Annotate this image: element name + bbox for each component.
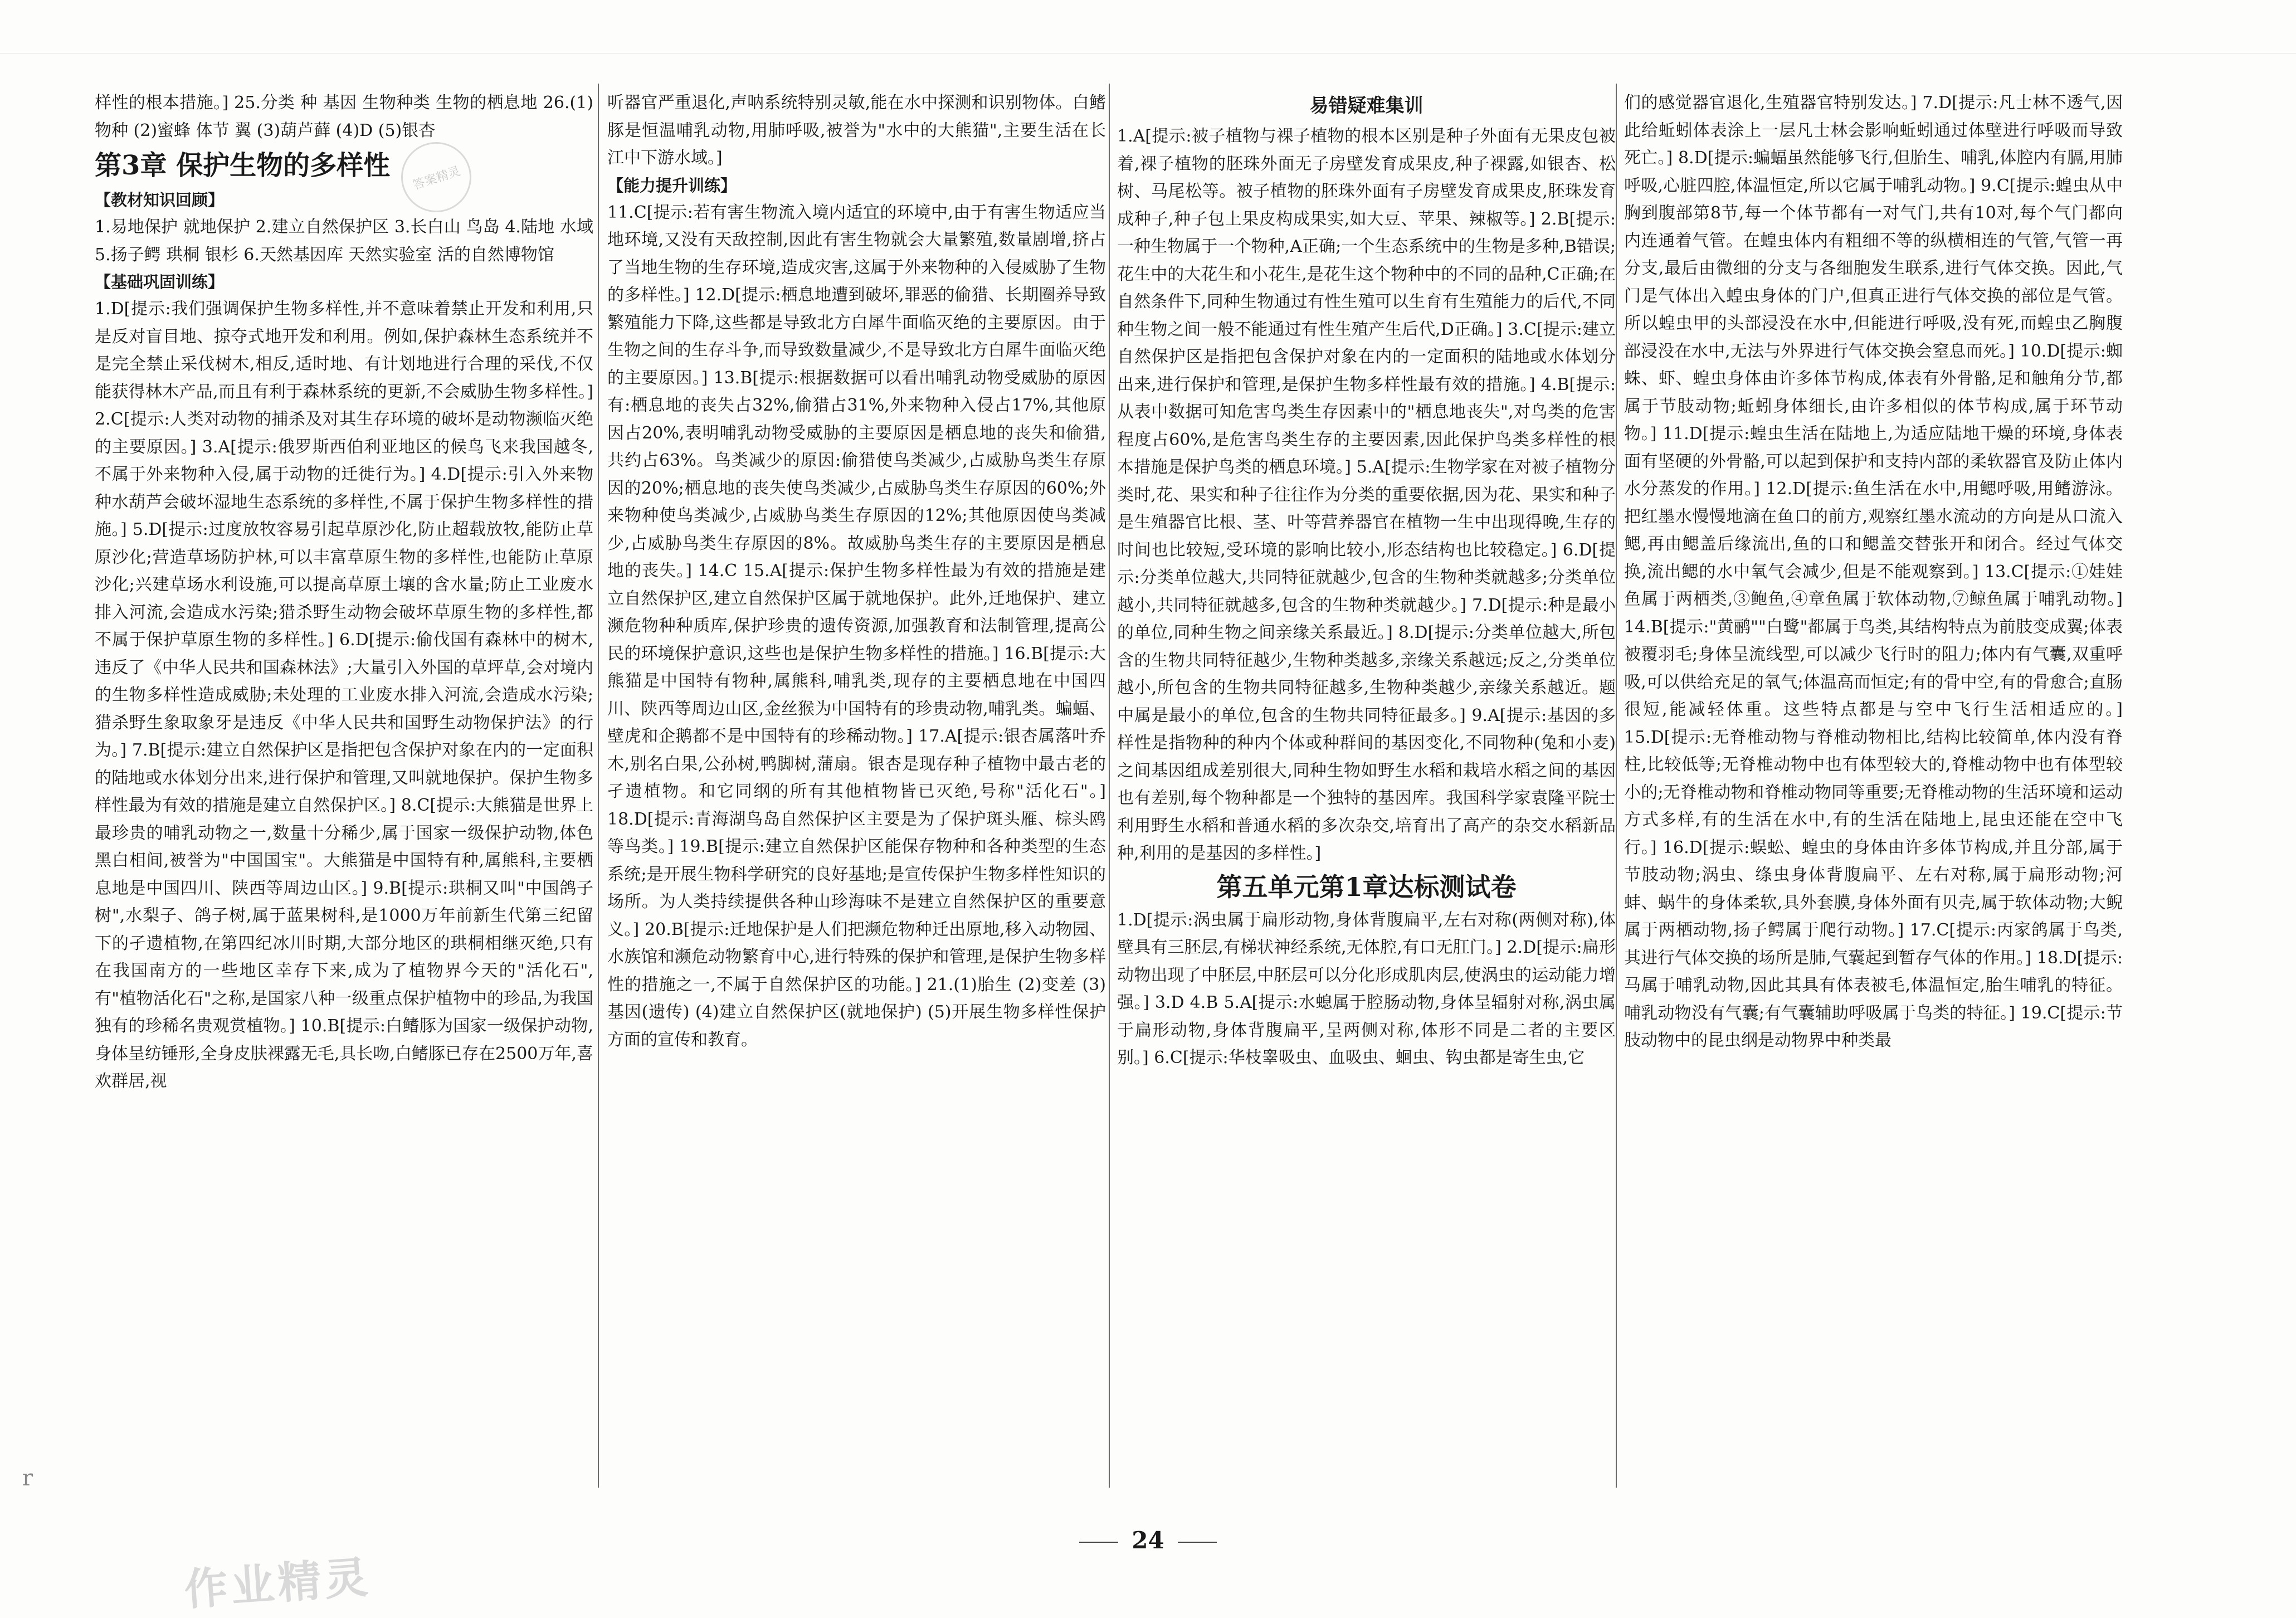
column-1-text-1: 样性的根本措施。] 25.分类 种 基因 生物种类 生物的栖息地 26.(1)物种 (2)蜜蜂 体节 翼 (3)葫芦藓 (4)D (5)银杏: [95, 93, 593, 140]
column-4: [1624, 89, 2123, 1055]
column-divider: [598, 84, 599, 1488]
column-2-text-1: 听器官严重退化,声呐系统特别灵敏,能在水中探测和识别物体。白鳍豚是恒温哺乳动物,用肺呼吸,被誉为"水中的大熊猫",主要生活在长江中下游水域。]: [607, 93, 1106, 168]
footer-dash-left: [1079, 1542, 1118, 1543]
edge-mark: r: [22, 1465, 33, 1491]
chapter-title: 第3章 保护生物的多样性: [95, 150, 391, 181]
column-1-text-3: 1.D[提示:我们强调保护生物多样性,并不意味着禁止开发和利用,只是反对盲目地、掠夺式地开发和利用。例如,保护森林生态系统并不是完全禁止采伐树木,相反,适时地、有计划地进行合理的采伐,不仅能获得林木产品,而且有利于森林系统的更新,不会威胁生物多样性。] 2.C[提示:人类对动物的捕杀及对其生存环境的破坏是动物濒临灭绝的主要原因。] 3.A[提示:俄罗斯西伯利亚地区的候鸟飞来我国越冬,不属于外来物种入侵,属于动物的迁徙行为。] 4.D[提示:引入外来物种水葫芦会破坏湿地生态系统的多样性,不属于保护生物多样性的措施。] 5.D[提示:过度放牧容易引起草原沙化,防止超载放牧,能防止草原沙化;营造草场防护林,可以丰富草原生物的多样性,也能防止草原沙化;兴建草场水利设施,可以提高草原土壤的含水量;防止工业废水排入河流,会造成水污染;猎杀野生动物会破坏草原生物的多样性,都不属于保护草原生物的多样性。] 6.D[提示:偷伐国有森林中的树木,违反了《中华人民共和国森林法》;大量引入外国的草坪草,会对境内的生物多样性造成威胁;未处理的工业废水排入河流,会造成水污染;猎杀野生象取象牙是违反《中华人民共和国野生动物保护法》的行为。] 7.B[提示:建立自然保护区是指把包含保护对象在内的一定面积的陆地或水体划分出来,进行保护和管理,又叫就地保护。保护生物多样性最为有效的措施是建立自然保护区。] 8.C[提示:大熊猫是世界上最珍贵的哺乳动物之一,数量十分稀少,属于国家一级保护动物,体色黑白相间,被誉为"中国国宝"。大熊猫是中国特有种,属熊科,主要栖息地是中国四川、陕西等周边山区。] 9.B[提示:珙桐又叫"中国鸽子树",水梨子、鸽子树,属于蓝果树科,是1000万年前新生代第三纪留下的孑遗植物,在第四纪冰川时期,大部分地区的珙桐相继灭绝,只有在我国南方的一些地区幸存下来,成为了植物界今天的"活化石",有"植物活化石"之称,是国家八种一级重点保护植物中的珍品,为我国独有的珍稀名贵观赏植物。] 10.B[提示:白鳍豚为国家一级保护动物,身体呈纺锤形,全身皮肤裸露无毛,具长吻,白鳍豚已存在2500万年,喜欢群居,视: [95, 299, 593, 1091]
column-3-text-1: 1.A[提示:被子植物与裸子植物的根本区别是种子外面有无果皮包被着,裸子植物的胚珠外面无子房壁发育成果皮,种子裸露,如银杏、松树、马尾松等。被子植物的胚珠外面有子房壁发育成果皮,胚珠发育成种子,种子包上果皮构成果实,如大豆、苹果、辣椒等。] 2.B[提示:一种生物属于一个物种,A正确;一个生态系统中的生物是多种,B错误;花生中的大花生和小花生,是花生这个物种中的不同的品种,C正确;在自然条件下,同种生物通过有性生殖可以生育有生殖能力的后代,不同种生物之间一般不能通过有性生殖产生后代,D正确。] 3.C[提示:建立自然保护区是指把包含保护对象在内的一定面积的陆地或水体划分出来,进行保护和管理,是保护生物多样性最有效的措施。] 4.B[提示:从表中数据可知危害鸟类生存因素中的"栖息地丧失",对鸟类的危害程度占60%,是危害鸟类生存的主要因素,因此保护鸟类多样性的根本措施是保护鸟类的栖息环境。] 5.A[提示:生物学家在对被子植物分类时,花、果实和种子往往作为分类的重要依据,因为花、果实和种子是生殖器官比根、茎、叶等营养器官在植物一生中出现得晚,生存的时间也比较短,受环境的影响比较小,形态结构也比较稳定。] 6.D[提示:分类单位越大,共同特征就越少,包含的生物种类就越多;分类单位越小,共同特征就越多,包含的生物种类就越少。] 7.D[提示:种是最小的单位,同种生物之间亲缘关系最近。] 8.D[提示:分类单位越大,所包含的生物共同特征越少,生物种类越多,亲缘关系越远;反之,分类单位越小,所包含的生物共同特征越多,生物种类越少,亲缘关系越近。题中属是最小的单位,包含的生物共同特征最多。] 9.A[提示:基因的多样性是指物种的种内个体或种群间的基因变化,不同物种(兔和小麦)之间基因组成差别很大,同种生物如野生水稻和栽培水稻之间的基因也有差别,每个物种都是一个独特的基因库。我国科学家袁隆平院士利用野生水稻和普通水稻的多次杂交,培育出了高产的杂交水稻新品种,利用的是基因的多样性。]: [1117, 126, 1616, 863]
section-title-unit-test: 第五单元第1章达标测试卷: [1216, 871, 1517, 902]
footer-dash-right: [1178, 1542, 1217, 1543]
stamp-text: 答案精灵: [411, 164, 462, 193]
section-title-error-training: 易错疑难集训: [1309, 95, 1424, 117]
column-4-text-1: 们的感觉器官退化,生殖器官特别发达。] 7.D[提示:凡士林不透气,因此给蚯蚓体表涂上一层凡士林会影响蚯蚓通过体壁进行呼吸而导致死亡。] 8.D[提示:蝙蝠虽然能够飞行,但胎生、哺乳,体腔内有膈,用肺呼吸,心脏四腔,体温恒定,所以它属于哺乳动物。] 9.C[提示:蝗虫从中胸到腹部第8节,每一个体节都有一对气门,共有10对,每个气门都向内连通着气管。在蝗虫体内有粗细不等的纵横相连的气管,气管一再分支,最后由微细的分支与各细胞发生联系,进行气体交换。因此,气门是气体出入蝗虫身体的门户,但真正进行气体交换的部位是气管。所以蝗虫甲的头部浸没在水中,但能进行呼吸,没有死,而蝗虫乙胸腹部浸没在水中,无法与外界进行气体交换会窒息而死。] 10.D[提示:蜘蛛、虾、蝗虫身体由许多体节构成,体表有外骨骼,足和触角分节,都属于节肢动物;蚯蚓身体细长,由许多相似的体节构成,属于环节动物。] 11.D[提示:蝗虫生活在陆地上,为适应陆地干燥的环境,身体表面有坚硬的外骨骼,可以起到保护和支持内部的柔软器官及防止体内水分蒸发的作用。] 12.D[提示:鱼生活在水中,用鳃呼吸,用鳍游泳。把红墨水慢慢地滴在鱼口的前方,观察红墨水流动的方向是从口流入鳃,再由鳃盖后缘流出,鱼的口和鳃盖交替张开和闭合。经过气体交换,流出鳃的水中氧气会减少,但是不能观察到。] 13.C[提示:①娃娃鱼属于两栖类,③鲍鱼,④章鱼属于软体动物,⑦鲸鱼属于哺乳动物。] 14.B[提示:"黄鹂""白鹭"都属于鸟类,其结构特点为前肢变成翼;体表被覆羽毛;身体呈流线型,可以减少飞行时的阻力;体内有气囊,双重呼吸,可以供给充足的氧气;体温高而恒定;有的骨中空,有的骨愈合;直肠很短,能减轻体重。这些特点都是与空中飞行生活相适应的。] 15.D[提示:无脊椎动物与脊椎动物相比,结构比较简单,体内没有脊柱,比较低等;无脊椎动物中也有体型较大的,脊椎动物中也有体型较小的;无脊椎动物和脊椎动物同等重要;无脊椎动物的生活环境和运动方式多样,有的生活在水中,有的生活在陆地上,昆虫还能在空中飞行。] 16.D[提示:蜈蚣、蝗虫的身体由许多体节构成,并且分部,属于节肢动物;涡虫、绦虫身体背腹扁平、左右对称,属于扁形动物;河蚌、蜗牛的身体柔软,具外套膜,身体外面有贝壳,属于软体动物;大鲵属于两栖动物,扬子鳄属于爬行动物。] 17.C[提示:丙家鸽属于鸟类,其进行气体交换的场所是肺,气囊起到暂存气体的作用。] 18.D[提示:马属于哺乳动物,因此其具有体表被毛,体温恒定,胎生哺乳的特征。哺乳动物没有气囊;有气囊辅助呼吸属于鸟类的特征。] 19.C[提示:节肢动物中的昆虫纲是动物界中种类最: [1624, 93, 2123, 1050]
section-heading-ability: 【能力提升训练】: [607, 176, 737, 195]
column-3: [1117, 89, 1616, 1072]
column-divider: [1616, 84, 1617, 1488]
column-divider: [1109, 84, 1110, 1488]
section-heading-basic: 【基础巩固训练】: [95, 272, 225, 291]
column-2-text-2: 11.C[提示:若有害生物流入境内适宜的环境中,由于有害生物适应当地环境,又没有天敌控制,因此有害生物就会大量繁殖,数量剧增,挤占了当地生物的生存环境,造成灾害,这属于外来物种的入侵威胁了生物的多样性。] 12.D[提示:栖息地遭到破坏,罪恶的偷猎、长期圈养导致繁殖能力下降,这些都是导致北方白犀牛面临灭绝的主要原因。由于生物之间的生存斗争,而导致数量减少,不是导致北方白犀牛面临灭绝的主要原因。] 13.B[提示:根据数据可以看出哺乳动物受威胁的原因有:栖息地的丧失占32%,偷猎占31%,外来物种入侵占17%,其他原因占20%,表明哺乳动物受威胁的主要原因是栖息地的丧失和偷猎,共约占63%。鸟类减少的原因:偷猎使鸟类减少,占威胁鸟类生存原因的20%;栖息地的丧失使鸟类减少,占威胁鸟类生存原因的60%;外来物种使鸟类减少,占威胁鸟类生存原因的12%;其他原因使鸟类减少,占威胁鸟类生存原因的8%。故威胁鸟类生存的主要原因是栖息地的丧失。] 14.C 15.A[提示:保护生物多样性最为有效的措施是建立自然保护区,建立自然保护区属于就地保护。此外,迁地保护、建立濒危物种种质库,保护珍贵的遗传资源,加强教育和法制管理,提高公民的环境保护意识,这些也是保护生物多样性的措施。] 16.B[提示:大熊猫是中国特有物种,属熊科,哺乳类,现存的主要栖息地在中国四川、陕西等周边山区,金丝猴为中国特有的珍贵动物,哺乳类。蝙蝠、壁虎和企鹅都不是中国特有的珍稀动物。] 17.A[提示:银杏属落叶乔木,别名白果,公孙树,鸭脚树,蒲扇。银杏是现存种子植物中最古老的孑遗植物。和它同纲的所有其他植物皆已灭绝,号称"活化石"。] 18.D[提示:青海湖鸟岛自然保护区主要是为了保护斑头雁、棕头鸥等鸟类。] 19.B[提示:建立自然保护区能保存物种和各种类型的生态系统;是开展生物科学研究的良好基地;是宣传保护生物多样性知识的场所。为人类持续提供各种山珍海味不是建立自然保护区的重要意义。] 20.B[提示:迁地保护是人们把濒危物种迁出原地,移入动物园、水族馆和濒危动物繁育中心,进行特殊的保护和管理,是保护生物多样性的措施之一,不属于自然保护区的功能。] 21.(1)胎生 (2)变差 (3)基因(遗传) (4)建立自然保护区(就地保护) (5)开展生物多样性保护方面的宣传和教育。: [607, 202, 1106, 1050]
column-1-text-2: 1.易地保护 就地保护 2.建立自然保护区 3.长白山 鸟岛 4.陆地 水域 5.扬子鳄 珙桐 银杉 6.天然基因库 天然实验室 活的自然博物馆: [95, 217, 593, 265]
column-1: [95, 89, 593, 1095]
page-number: 24: [1132, 1527, 1164, 1554]
column-3-text-2: 1.D[提示:涡虫属于扁形动物,身体背腹扁平,左右对称(两侧对称),体壁具有三胚层,有梯状神经系统,无体腔,有口无肛门。] 2.D[提示:扁形动物出现了中胚层,中胚层可以分化形成肌肉层,使涡虫的运动能力增强。] 3.D 4.B 5.A[提示:水螅属于腔肠动物,身体呈辐射对称,涡虫属于扁形动物,身体背腹扁平,呈两侧对称,体形不同是二者的主要区别。] 6.C[提示:华枝睾吸虫、血吸虫、蛔虫、钩虫都是寄生虫,它: [1117, 910, 1616, 1068]
watermark: 作业精灵: [182, 1552, 373, 1616]
section-heading-review: 【教材知识回顾】: [95, 191, 225, 209]
column-2: [607, 89, 1106, 1054]
